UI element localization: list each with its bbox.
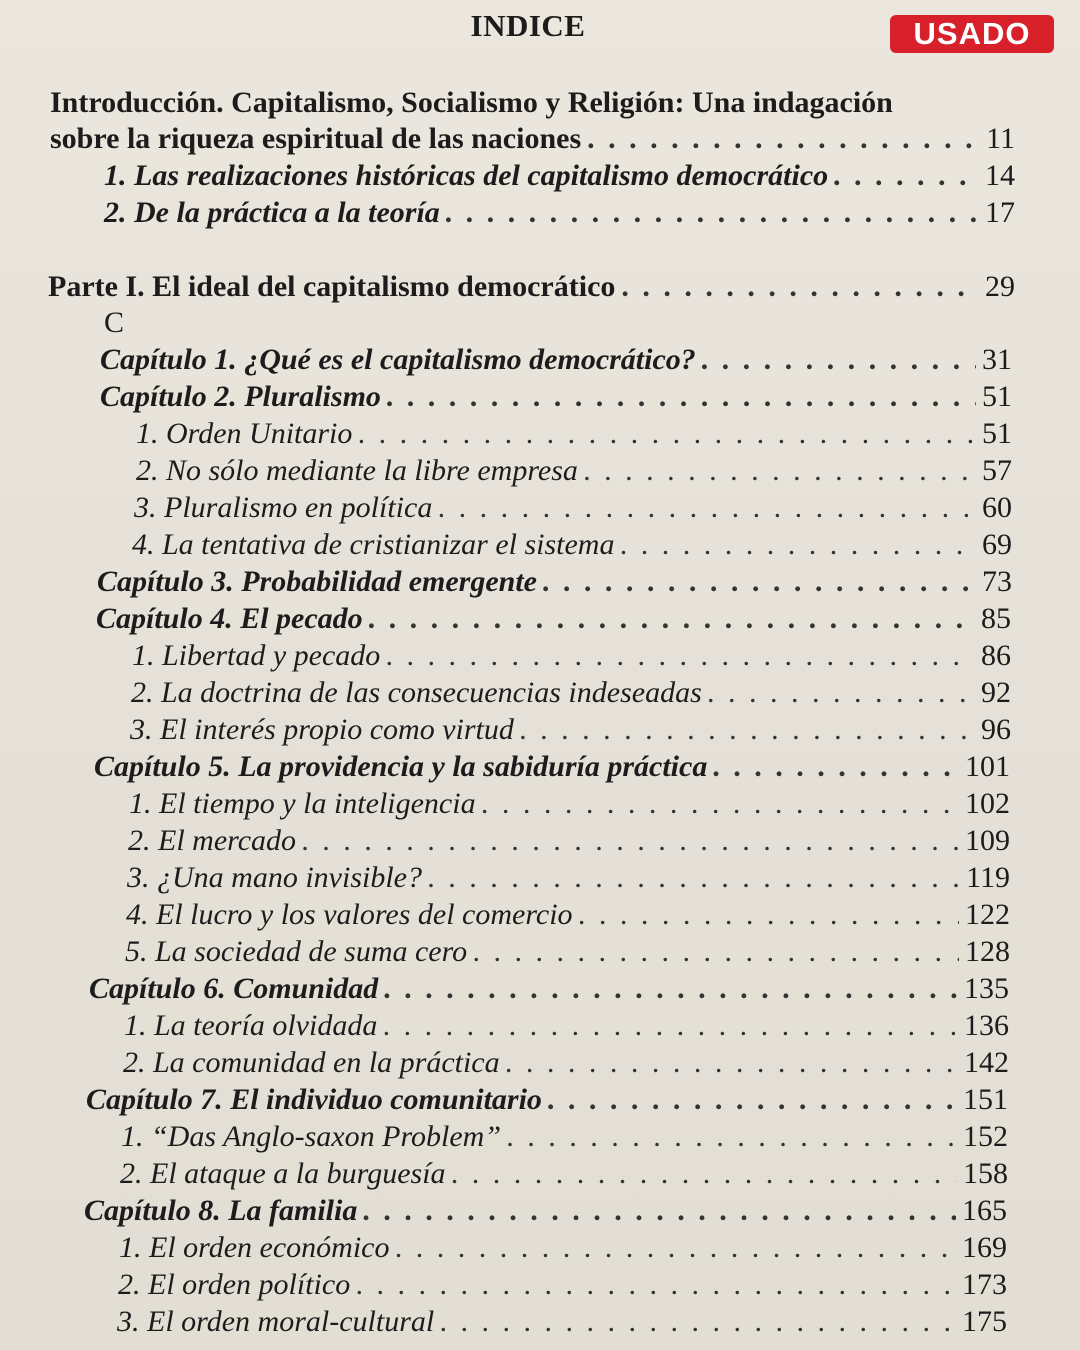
toc-entry-section	[129, 787, 1010, 823]
toc-page: 165	[962, 1194, 1007, 1227]
toc-page: 175	[962, 1305, 1007, 1338]
toc-label: 4. La tentativa de cristianizar el sistema	[132, 528, 615, 561]
toc-entry-section	[127, 861, 1010, 897]
leader-dots	[708, 676, 975, 710]
toc-page: 29	[985, 270, 1015, 303]
toc-page: 17	[985, 196, 1015, 229]
intro-title-line: Introducción. Capitalismo, Socialismo y Religión: Una indagación	[50, 86, 893, 119]
toc-entry-chapter	[100, 380, 1012, 416]
toc-label: 1. Orden Unitario	[136, 417, 353, 450]
leader-dots	[482, 787, 959, 821]
toc-page: 152	[963, 1120, 1008, 1153]
toc-entry-section	[119, 1231, 1007, 1267]
toc-label: Capítulo 3. Probabilidad emergente	[97, 565, 537, 598]
toc-label: 1. El tiempo y la inteligencia	[129, 787, 476, 820]
toc-page: 69	[982, 528, 1012, 561]
toc-entry-intro	[50, 122, 1015, 158]
leader-dots	[446, 196, 979, 230]
leader-dots	[548, 1083, 957, 1117]
leader-dots	[834, 159, 979, 193]
toc-page: 173	[962, 1268, 1007, 1301]
used-badge: USADO	[890, 15, 1054, 53]
toc-entry	[104, 159, 1015, 195]
toc-page: 57	[982, 454, 1012, 487]
toc-entry-section	[120, 1157, 1008, 1193]
toc-page: 169	[962, 1231, 1007, 1264]
toc-page: 86	[981, 639, 1011, 672]
leader-dots	[384, 972, 958, 1006]
leader-dots	[356, 1268, 956, 1302]
index-heading: INDICE	[470, 8, 586, 43]
toc-page: 60	[982, 491, 1012, 524]
toc-label: Capítulo 4. El pecado	[96, 602, 363, 635]
toc-page: 11	[986, 122, 1015, 155]
leader-dots	[702, 343, 976, 377]
toc-label: Capítulo 6. Comunidad	[89, 972, 379, 1005]
toc-label: Capítulo 2. Pluralismo	[100, 380, 381, 413]
toc-page: 128	[965, 935, 1010, 968]
toc-page: 119	[966, 861, 1010, 894]
toc-label: Capítulo 8. La familia	[84, 1194, 358, 1227]
toc-page: 158	[963, 1157, 1008, 1190]
toc-entry-chapter	[84, 1194, 1007, 1230]
toc-entry-section	[126, 898, 1010, 934]
toc-label: 2. El mercado	[128, 824, 297, 857]
leader-dots	[452, 1157, 957, 1191]
toc-page: 109	[965, 824, 1010, 857]
toc-label: 2. No sólo mediante la libre empresa	[136, 454, 578, 487]
toc-page: 142	[964, 1046, 1009, 1079]
toc-page: 101	[965, 750, 1010, 783]
toc-entry-section	[131, 676, 1011, 712]
leader-dots	[584, 454, 976, 488]
leader-dots	[713, 750, 959, 784]
toc-label: 2. La doctrina de las consecuencias indeseadas	[131, 676, 702, 709]
toc-entry-section	[136, 417, 1012, 453]
toc-label: Capítulo 5. La providencia y la sabiduría práctica	[94, 750, 708, 783]
toc-entry-chapter	[86, 1083, 1008, 1119]
toc-entry-section	[118, 1268, 1007, 1304]
toc-page: 85	[981, 602, 1011, 635]
toc-entry-section	[134, 491, 1012, 527]
toc-label: 4. El lucro y los valores del comercio	[126, 898, 573, 931]
toc-entry-section	[117, 1305, 1007, 1341]
toc-label: 1. Las realizaciones históricas del capitalismo democrático	[104, 159, 829, 192]
toc-entry-section	[132, 528, 1012, 564]
toc-entry-section	[130, 713, 1011, 749]
leader-dots	[440, 1305, 956, 1339]
toc-entry-chapter	[89, 972, 1009, 1008]
toc-page: 92	[981, 676, 1011, 709]
leader-dots	[386, 639, 975, 673]
toc-label: Capítulo 1. ¿Qué es el capitalismo democrático?	[100, 343, 696, 376]
toc-page: 51	[982, 380, 1012, 413]
toc-label: sobre la riqueza espiritual de las naciones	[50, 122, 582, 155]
toc-entry-part	[48, 270, 1015, 306]
leader-dots	[587, 122, 980, 156]
toc-entry-chapter	[97, 565, 1012, 601]
toc-label: 1. Libertad y pecado	[132, 639, 381, 672]
toc-entry	[104, 196, 1015, 232]
toc-label: 2. De la práctica a la teoría	[104, 196, 440, 229]
leader-dots	[383, 1009, 958, 1043]
leader-dots	[506, 1046, 958, 1080]
leader-dots	[507, 1120, 957, 1154]
leader-dots	[438, 491, 976, 525]
toc-page: 73	[982, 565, 1012, 598]
toc-page: 151	[963, 1083, 1008, 1116]
leader-dots	[363, 1194, 956, 1228]
toc-label: 1. La teoría olvidada	[124, 1009, 378, 1042]
toc-label: Parte I. El ideal del capitalismo democrático	[48, 270, 616, 303]
toc-label: 5. La sociedad de suma cero	[125, 935, 468, 968]
leader-dots	[543, 565, 976, 599]
leader-dots	[358, 417, 976, 451]
toc-entry-chapter	[96, 602, 1011, 638]
leader-dots	[520, 713, 975, 747]
toc-page: 135	[964, 972, 1009, 1005]
toc-page: 31	[982, 343, 1012, 376]
toc-entry-section	[124, 1009, 1009, 1045]
toc-label: Capítulo 7. El individuo comunitario	[86, 1083, 542, 1116]
toc-label: 3. El orden moral-cultural	[117, 1305, 435, 1338]
toc-page: 14	[985, 159, 1015, 192]
leader-dots	[579, 898, 959, 932]
leader-dots	[473, 935, 959, 969]
toc-label: 2. El ataque a la burguesía	[120, 1157, 446, 1190]
toc-page: 122	[965, 898, 1010, 931]
toc-entry-section	[125, 935, 1010, 971]
toc-entry-section	[136, 454, 1012, 490]
toc-label: 2. La comunidad en la práctica	[123, 1046, 500, 1079]
toc-entry-chapter	[94, 750, 1010, 786]
toc-label: 1. “Das Anglo-saxon Problem”	[121, 1120, 502, 1153]
leader-dots	[302, 824, 959, 858]
toc-label: 3. Pluralismo en política	[134, 491, 433, 524]
toc-label: 3. ¿Una mano invisible?	[127, 861, 422, 894]
toc-entry-section	[121, 1120, 1008, 1156]
toc-page: 96	[981, 713, 1011, 746]
stray-letter: C	[104, 306, 125, 339]
leader-dots	[428, 861, 960, 895]
toc-entry-section	[123, 1046, 1009, 1082]
toc-entry-section	[132, 639, 1011, 675]
toc-entry-section	[128, 824, 1010, 860]
toc-entry-chapter	[100, 343, 1012, 379]
leader-dots	[387, 380, 976, 414]
toc-label: 1. El orden económico	[119, 1231, 390, 1264]
toc-label: 2. El orden político	[118, 1268, 351, 1301]
leader-dots	[395, 1231, 956, 1265]
toc-page: 136	[964, 1009, 1009, 1042]
leader-dots	[369, 602, 975, 636]
leader-dots	[621, 270, 979, 304]
toc-page: 51	[982, 417, 1012, 450]
toc-page: 102	[965, 787, 1010, 820]
leader-dots	[620, 528, 976, 562]
toc-label: 3. El interés propio como virtud	[130, 713, 514, 746]
